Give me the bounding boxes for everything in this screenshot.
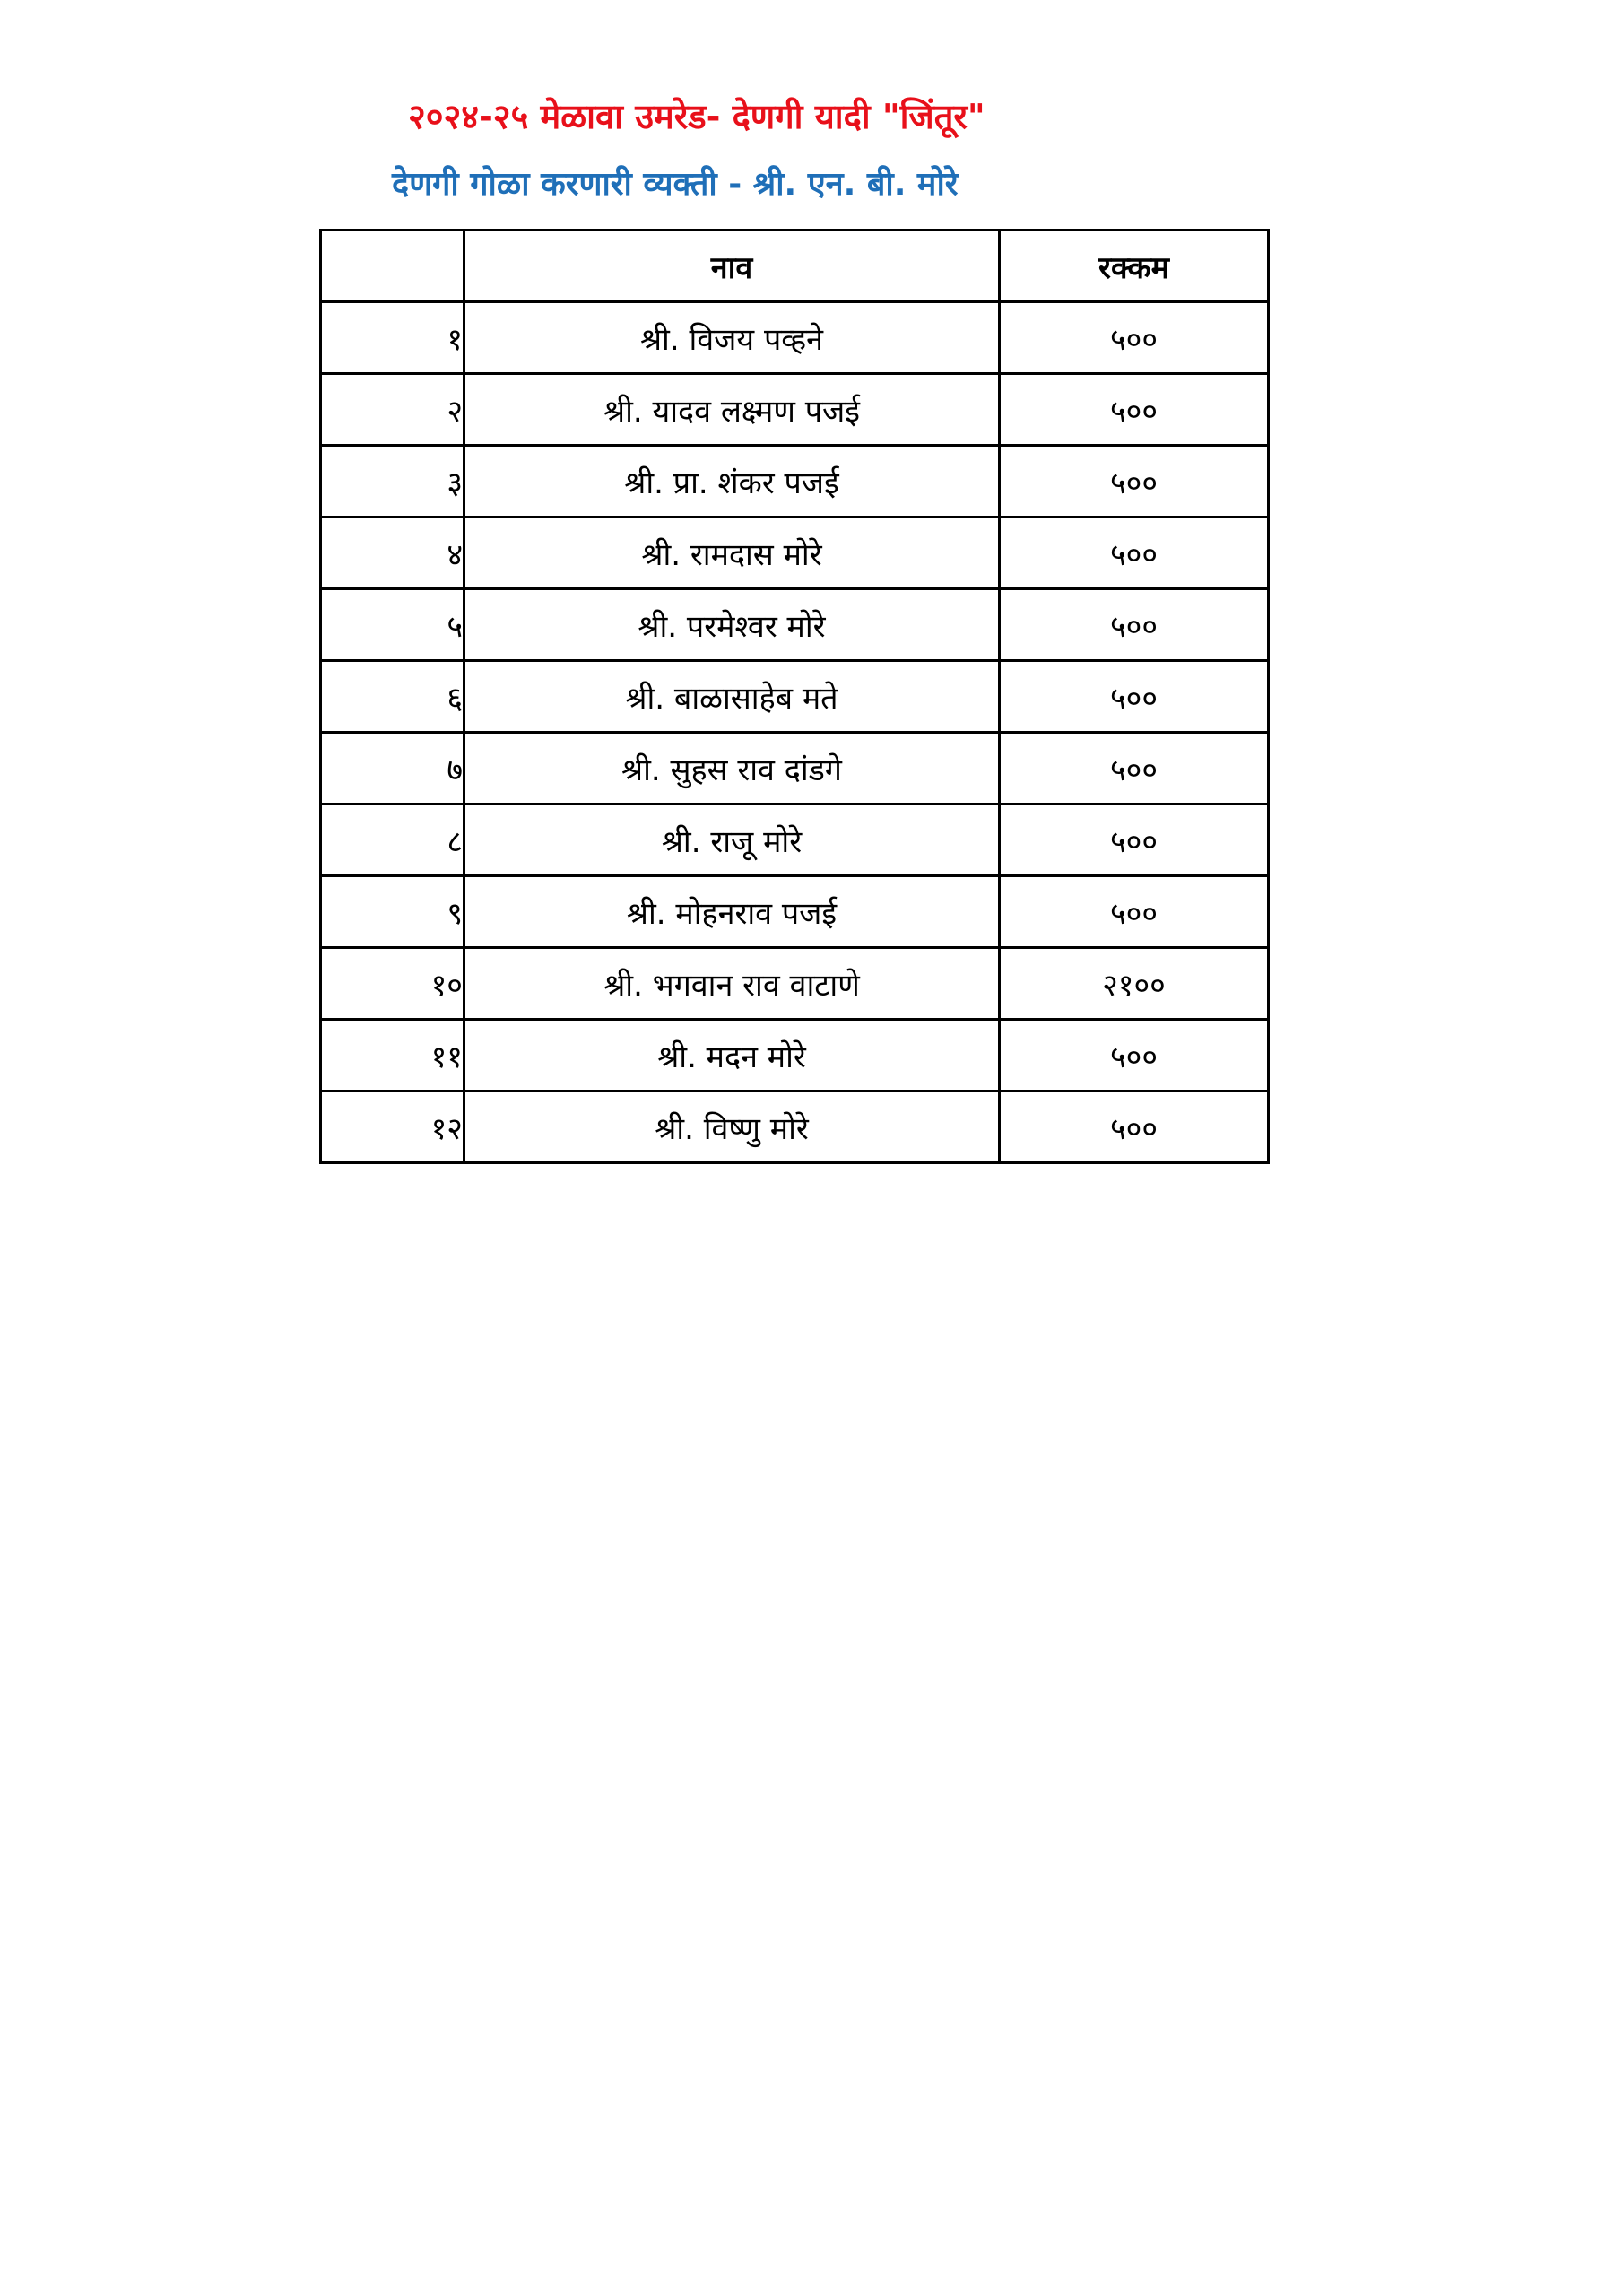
table-row xyxy=(321,876,1269,948)
table-row xyxy=(321,302,1269,374)
donor-name-cell: श्री. राजू मोरे xyxy=(464,804,1000,876)
serial-number-cell: १२ xyxy=(321,1091,464,1163)
amount-cell: ५०० xyxy=(1000,517,1269,589)
serial-number-cell: ६ xyxy=(321,661,464,733)
amount-cell: ५०० xyxy=(1000,804,1269,876)
column-header-serial xyxy=(321,230,464,302)
serial-number-cell: ५ xyxy=(321,589,464,661)
amount-cell: ५०० xyxy=(1000,374,1269,446)
table-row xyxy=(321,374,1269,446)
donation-table xyxy=(319,229,1270,1164)
amount-cell: ५०० xyxy=(1000,589,1269,661)
table-row xyxy=(321,1020,1269,1091)
table-row xyxy=(321,733,1269,804)
donor-name-cell: श्री. परमेश्वर मोरे xyxy=(464,589,1000,661)
donor-name-cell: श्री. सुहस राव दांडगे xyxy=(464,733,1000,804)
table-row xyxy=(321,446,1269,517)
amount-cell: ५०० xyxy=(1000,1020,1269,1091)
donor-name-cell: श्री. मोहनराव पजई xyxy=(464,876,1000,948)
table-row xyxy=(321,804,1269,876)
serial-number-cell: ९ xyxy=(321,876,464,948)
amount-cell: ५०० xyxy=(1000,446,1269,517)
amount-cell: ५०० xyxy=(1000,661,1269,733)
donor-name-cell: श्री. विजय पव्हने xyxy=(464,302,1000,374)
table-row xyxy=(321,517,1269,589)
serial-number-cell: ११ xyxy=(321,1020,464,1091)
collector-subtitle xyxy=(0,160,1623,210)
column-header-name: नाव xyxy=(464,230,1000,302)
donor-name-cell: श्री. विष्णु मोरे xyxy=(464,1091,1000,1163)
page-title-text: २०२४-२५ मेळावा उमरेड- देणगी यादी "जिंतूर" xyxy=(408,97,985,136)
donor-name-cell: श्री. यादव लक्ष्मण पजई xyxy=(464,374,1000,446)
donor-name-cell: श्री. बाळासाहेब मते xyxy=(464,661,1000,733)
serial-number-cell: ८ xyxy=(321,804,464,876)
table-row xyxy=(321,661,1269,733)
serial-number-cell: ७ xyxy=(321,733,464,804)
table-row xyxy=(321,589,1269,661)
donor-name-cell: श्री. भगवान राव वाटाणे xyxy=(464,948,1000,1020)
collector-subtitle-text: देणगी गोळा करणारी व्यक्ती - श्री. एन. बी. मोरे xyxy=(392,166,959,203)
column-header-amount: रक्कम xyxy=(1000,230,1269,302)
donor-name-cell: श्री. प्रा. शंकर पजई xyxy=(464,446,1000,517)
table-row xyxy=(321,1091,1269,1163)
serial-number-cell: २ xyxy=(321,374,464,446)
donor-name-cell: श्री. मदन मोरे xyxy=(464,1020,1000,1091)
amount-cell: २१०० xyxy=(1000,948,1269,1020)
amount-cell: ५०० xyxy=(1000,733,1269,804)
amount-cell: ५०० xyxy=(1000,1091,1269,1163)
serial-number-cell: १ xyxy=(321,302,464,374)
serial-number-cell: १० xyxy=(321,948,464,1020)
amount-cell: ५०० xyxy=(1000,876,1269,948)
page-title xyxy=(0,90,1623,144)
serial-number-cell: ३ xyxy=(321,446,464,517)
serial-number-cell: ४ xyxy=(321,517,464,589)
donor-name-cell: श्री. रामदास मोरे xyxy=(464,517,1000,589)
table-body xyxy=(321,302,1269,1163)
table-header-row xyxy=(321,230,1269,302)
table-row xyxy=(321,948,1269,1020)
amount-cell: ५०० xyxy=(1000,302,1269,374)
